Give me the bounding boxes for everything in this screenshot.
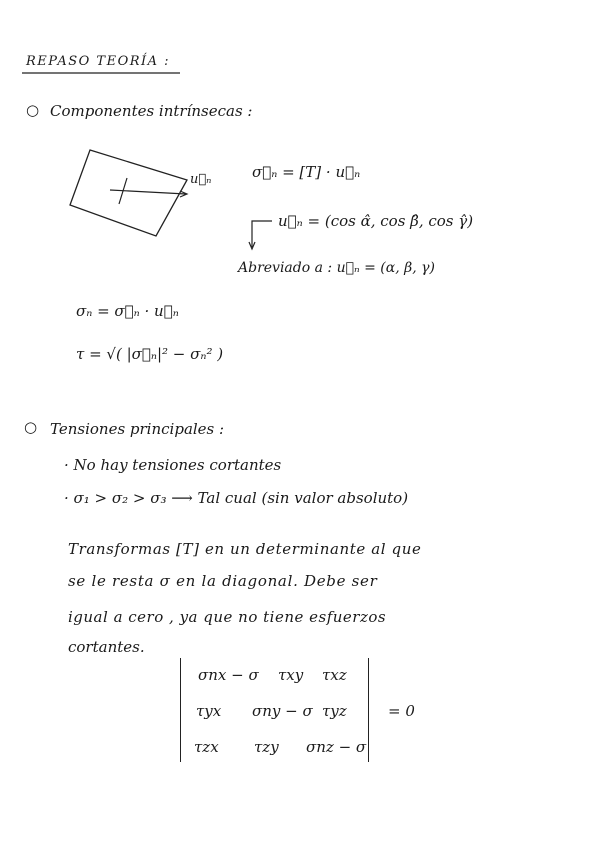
section1-bullet-icon: ○ (26, 101, 40, 119)
section2-bullet-icon: ○ (24, 418, 38, 436)
bullet-no-shear: · No hay tensiones cortantes (64, 456, 282, 474)
matrix-cell: σny − σ (252, 702, 313, 720)
equation-sigma-r: σ⃗ₙ = [T] · u⃗ₙ (252, 163, 361, 181)
matrix-cell: τyz (322, 702, 347, 720)
paragraph-line-2: se le resta σ en la diagonal. Debe ser (68, 572, 378, 590)
abbreviation-line: Abreviado a : u⃗ₙ = (α, β, γ) (238, 260, 435, 276)
matrix-cell: τzx (194, 738, 219, 756)
diagram-vector-label: u⃗ₙ (190, 172, 212, 187)
equation-sigma-n: σₙ = σ⃗ₙ · u⃗ₙ (76, 302, 179, 320)
matrix-cell: τxy (278, 666, 304, 684)
matrix-cell: τyx (196, 702, 222, 720)
section2-heading: Tensiones principales : (50, 420, 225, 438)
matrix-cell: σnz − σ (306, 738, 367, 756)
equation-u-r: u⃗ₙ = (cos α̂, cos β̂, cos γ̂) (278, 212, 474, 230)
matrix-cell: τzy (254, 738, 279, 756)
paragraph-line-3: igual a cero , ya que no tiene esfuerzos (68, 608, 387, 626)
section1-heading: Componentes intrínsecas : (50, 102, 253, 120)
normal-vector-arrow (110, 190, 186, 194)
paragraph-line-4: cortantes. (68, 638, 145, 656)
page-title: REPASO TEORÍA : (26, 54, 171, 69)
paragraph-line-1: Transformas [T] en un determinante al que (68, 540, 422, 558)
matrix-cell: τxz (322, 666, 347, 684)
determinant-equals-zero: = 0 (388, 702, 415, 720)
bullet-ordering: · σ₁ > σ₂ > σ₃ ⟶ Tal cual (sin valor absoluto) (64, 489, 409, 507)
equation-tau: τ = √( |σ⃗ₙ|² − σₙ² ) (76, 345, 224, 363)
matrix-cell: σnx − σ (198, 666, 259, 684)
